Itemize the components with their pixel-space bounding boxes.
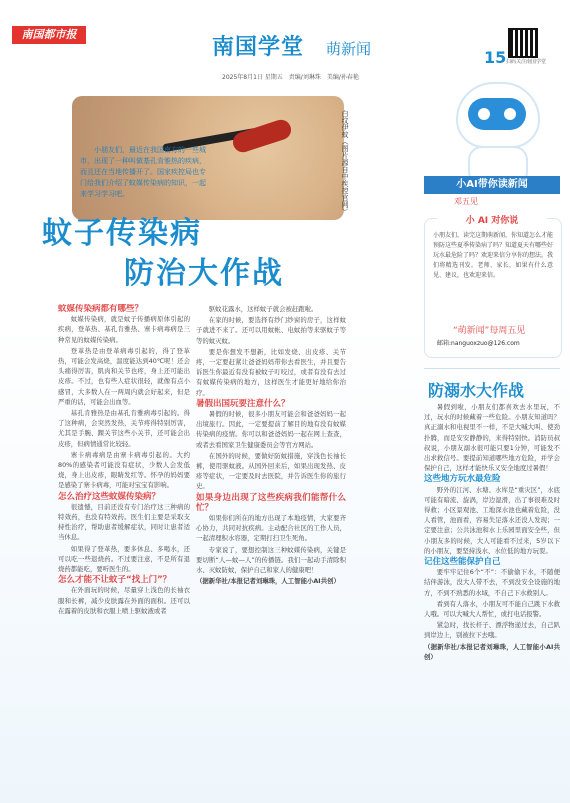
paragraph: 在家的时候，要选择有纱门纱窗的房子，这样蚊子就进不来了。还可以用蚊帐、电蚊拍等来驱蚊子等等的蚊灭蚊。 (196, 316, 346, 345)
paragraph: 在外面玩的时候，尽量穿上浅色的长袖衣服和长裤，减少皮肤露在外面的面积。还可以在露着的皮肤和衣服上喷上驱蚊液或者 (58, 586, 190, 615)
section-heading: 这些地方玩水最危险 (424, 474, 501, 485)
section-heading: 蚊媒传染病都有哪些？ (58, 304, 144, 314)
section-heading: 如果身边出现了这些疾病我们能帮什么忙？ (196, 492, 346, 513)
credit-line: （据新华社/本报记者刘琳珠，人工智能小AI共创） (196, 577, 340, 586)
paragraph: 紧急时，找长杆子、漂浮物递过去，自己趴到岸边上，别被拉下去哦。 (424, 621, 560, 640)
paragraph: 在国外的时候，要做好防蚊措施，穿浅色长袖长裤，使用驱蚊液。从国外回来后，如果出现发热、皮疹等症状，一定要及时去医院，并告诉医生你的旅行史。 (196, 451, 346, 491)
paragraph: 看到有人落水，小朋友可不能自己跳下水救人哦。可以大喊大人帮忙，或打电话报警。 (424, 599, 560, 619)
headline-line-2: 防治大作战 (124, 256, 284, 291)
headline-line-1: 蚊子传染病 (42, 216, 202, 251)
ai-news-banner: 小AI带你读新闻 (424, 176, 560, 194)
robot-head (456, 82, 540, 148)
paragraph: 专家说了，要想控制这三种蚊媒传染病，关键是要切断“人—蚊—人”的传播链。我们一起动手清除积水、灭蚊防蚊，保护自己和家人的健康吧！ (196, 545, 346, 575)
section-heading: 记住这些能保护自己 (424, 557, 501, 568)
ai-talk-body: 小朋友们，读完这期萌新闻，你知道怎么才能预防这些夏季传染病了吗？知道夏天有哪些好玩水最危险了吗？欢迎来信分享你的想法。我们将精选刊发。老师、家长，如果有什么意见、建议，也欢迎来信。 (433, 232, 554, 279)
paragraph: 驱蚊花露水，这样蚊子就会被赶跑啦。 (208, 305, 318, 313)
paragraph: 要是你想发不想新，比如发烧、出皮疹、关节疼，一定要赶紧让爸爸妈妈带你去看医生，并且要告诉医生你最近有没有被蚊子叮咬过，或者有没有去过有蚊媒传染病的地方，这样医生才能更好地给你治疗。 (196, 347, 346, 397)
section-heading: 怎么治疗这些蚊媒传染病？ (58, 491, 161, 502)
drowning-article-title: 防溺水大作战 (428, 381, 525, 400)
date-line: 2025年8月1日 星期五 责编/刘琳珠 美编/孙春艳 (222, 74, 359, 81)
paragraph: 很遗憾，目前还没有专门治疗这三种病的特效药，也没有特效药。医生们主要是采取支持性治疗，帮助患者缓解症状，同时让患者适当休息。 (58, 502, 190, 542)
article-column-2 (196, 304, 346, 774)
column-divider (424, 368, 560, 369)
article-column-3 (424, 402, 560, 792)
paragraph: 暑假的时候，很多小朋友可能会和爸爸妈妈一起出境旅行。因此，一定要提前了解目的地有没有蚊媒传染病的疫情。你可以和爸爸妈妈一起在网上查查，或者去看国家卫生健康委员会等官方网站。 (196, 410, 346, 449)
section-heading: 暑假出国玩要注意什么？ (196, 398, 290, 409)
robot-face (468, 98, 526, 130)
page-number: 15 (484, 48, 507, 67)
paragraph: 登革热是由登革病毒引起的，得了登革热，可能会发高烧，温度能达到40℃呢！还会头痛得厉害，肌肉和关节也疼，身上还可能出皮疹。不过，也有些人症状很轻，就像有点小感冒，大多数人在一两周内就会好起来，但是严重的话，可能会出血等。 (58, 346, 190, 406)
qr-caption: 扫码关注南国学堂 (506, 59, 547, 65)
ai-talk-box (424, 218, 562, 358)
robot-eye-left (478, 108, 490, 120)
section-title: 南国学堂 (212, 35, 305, 60)
paragraph: 蚊媒传染病，就是蚊子传播病原体引起的疾病，登革热、基孔肯雅热、寨卡病毒病是三种常见的蚊媒传染病。 (58, 315, 190, 344)
paper-name: 南国都市报 (12, 26, 86, 44)
paragraph: 野外的江河、水塘、水库是“重灾区”，水底可能有暗流、旋涡，岸边湿滑，出了事很难及时得救；小区景观池、工地深水池也藏着危险，没人看管，池面看，容易失足落水还没人发现；一定要注意；公共泳池和水上乐园里面安全些，但小朋友多的时候，大人可能看不过来，5岁以下的小朋友，要坚持浅水、水位低的地方玩耍。 (424, 485, 560, 555)
paragraph: 如果得了登革热，要多休息、多喝水，还可以吃一些退烧药。不过要注意，不是所有退烧药都能吃，要听医生的。 (58, 544, 190, 574)
ai-email-link[interactable]: 邮箱:nanguoxzuo@126.com (437, 340, 520, 347)
mosquito-belly (230, 117, 293, 155)
photo-caption: 白纹伊蚊（图片源自中疾控官网） (341, 110, 349, 215)
ai-author: 邓五见 (454, 197, 478, 206)
paragraph: 如果你们所在的地方出现了本地疫情，大家要齐心协力，共同对抗疾病。主动配合社区的工作人员，一起清理积水容器，定期打扫卫生死角。 (196, 514, 346, 543)
paragraph: 寨卡病毒病是由寨卡病毒引起的。大约80%的感染者可能没有症状，少数人会发低烧，身上出皮疹，眼睛发红等。怀孕的妈妈要是感染了寨卡病毒，可能对宝宝有影响。 (58, 450, 190, 490)
ai-talk-title: 小 AI 对你说 (437, 213, 547, 226)
qr-code-icon[interactable] (508, 28, 538, 58)
credit-line: （据新华社/本报记者刘琳珠，人工智能小AI共创） (424, 642, 560, 661)
intro-text: 小朋友们，最近在我国南方的一些城市，出现了一种叫做基孔肯雅热的疾病，而且还在当地传播开了。国家疾控局也专门给我们介绍了蚊媒传染病的知识，一起来学习学习吧。 (80, 146, 206, 198)
robot-eye-right (504, 108, 516, 120)
robot-mascot-icon (436, 76, 556, 184)
paragraph: 暑假到啦，小朋友们都喜欢去水里玩，不过，玩水的时候藏着一些危险。小朋友知道吗？真正溺水和电视里不一样，不是大喊大叫、使劲扑腾，而是安安静静的，来得特别快。消防员叔叔说，小朋友溺水很可能只要1分钟，可能发不出求救信号。要提前知道哪些地方危险，并学会保护自己，这样才能快乐又安全地度过暑假！ (424, 403, 560, 473)
ai-talk-name: “萌新闻”每周五见 (453, 326, 526, 336)
paragraph: 要牢牢记住6个“不”：不偷偷下水，不随便结伴游泳，没大人带不去，不到没安全设施的地方，不到不熟悉的水域，不自己下水救别人。 (424, 568, 560, 597)
paragraph: 基孔肯雅热是由基孔肯雅病毒引起的。得了这种病，会突然发热，关节疼得特别厉害，尤其是手腕、踝关节这些小关节，还可能会出皮疹，但病情通常比较轻。 (58, 409, 190, 448)
article-column-1 (58, 304, 190, 774)
section-heading: 怎么才能不让蚊子“找上门”？ (58, 575, 172, 586)
section-subtitle: 萌新闻 (326, 40, 372, 58)
